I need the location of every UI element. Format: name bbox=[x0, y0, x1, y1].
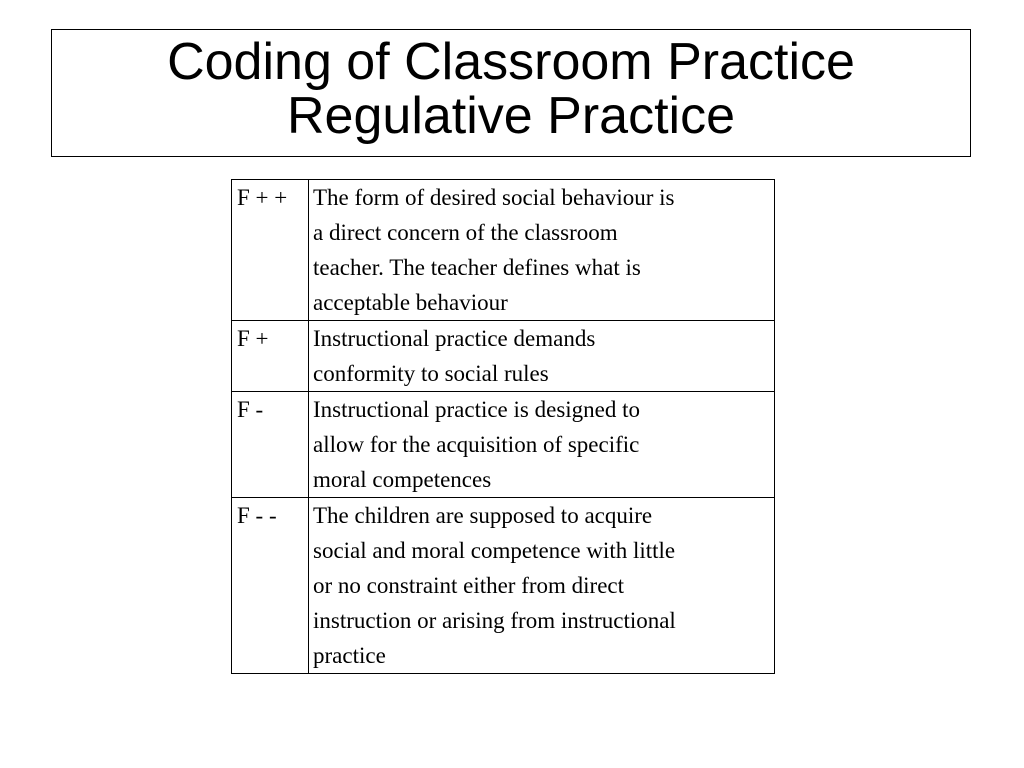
code-cell: F - bbox=[232, 392, 309, 498]
description-line: conformity to social rules bbox=[313, 361, 549, 386]
description-line: instruction or arising from instructional bbox=[313, 608, 676, 633]
description-cell bbox=[309, 321, 775, 392]
description-cell bbox=[309, 392, 775, 498]
table-row bbox=[232, 321, 775, 392]
description-line: The form of desired social behaviour is bbox=[313, 185, 675, 210]
code-cell: F + bbox=[232, 321, 309, 392]
table-row bbox=[232, 498, 775, 674]
description-line: acceptable behaviour bbox=[313, 290, 508, 315]
description-line: a direct concern of the classroom bbox=[313, 220, 618, 245]
description-line: practice bbox=[313, 643, 386, 668]
table-row bbox=[232, 392, 775, 498]
slide-title-box bbox=[51, 29, 971, 157]
coding-table bbox=[231, 179, 775, 674]
description-line: teacher. The teacher defines what is bbox=[313, 255, 641, 280]
description-line: moral competences bbox=[313, 467, 492, 492]
description-line: or no constraint either from direct bbox=[313, 573, 625, 598]
description-line: social and moral competence with little bbox=[313, 538, 676, 563]
code-cell: F + + bbox=[232, 180, 309, 321]
description-line: Instructional practice demands bbox=[313, 326, 596, 351]
slide-title-line-2: Regulative Practice bbox=[287, 87, 735, 145]
code-cell: F - - bbox=[232, 498, 309, 674]
description-line: The children are supposed to acquire bbox=[313, 503, 653, 528]
description-cell bbox=[309, 498, 775, 674]
description-cell bbox=[309, 180, 775, 321]
table-row bbox=[232, 180, 775, 321]
slide-title-line-1: Coding of Classroom Practice bbox=[167, 33, 855, 91]
description-line: Instructional practice is designed to bbox=[313, 397, 641, 422]
description-line: allow for the acquisition of specific bbox=[313, 432, 640, 457]
